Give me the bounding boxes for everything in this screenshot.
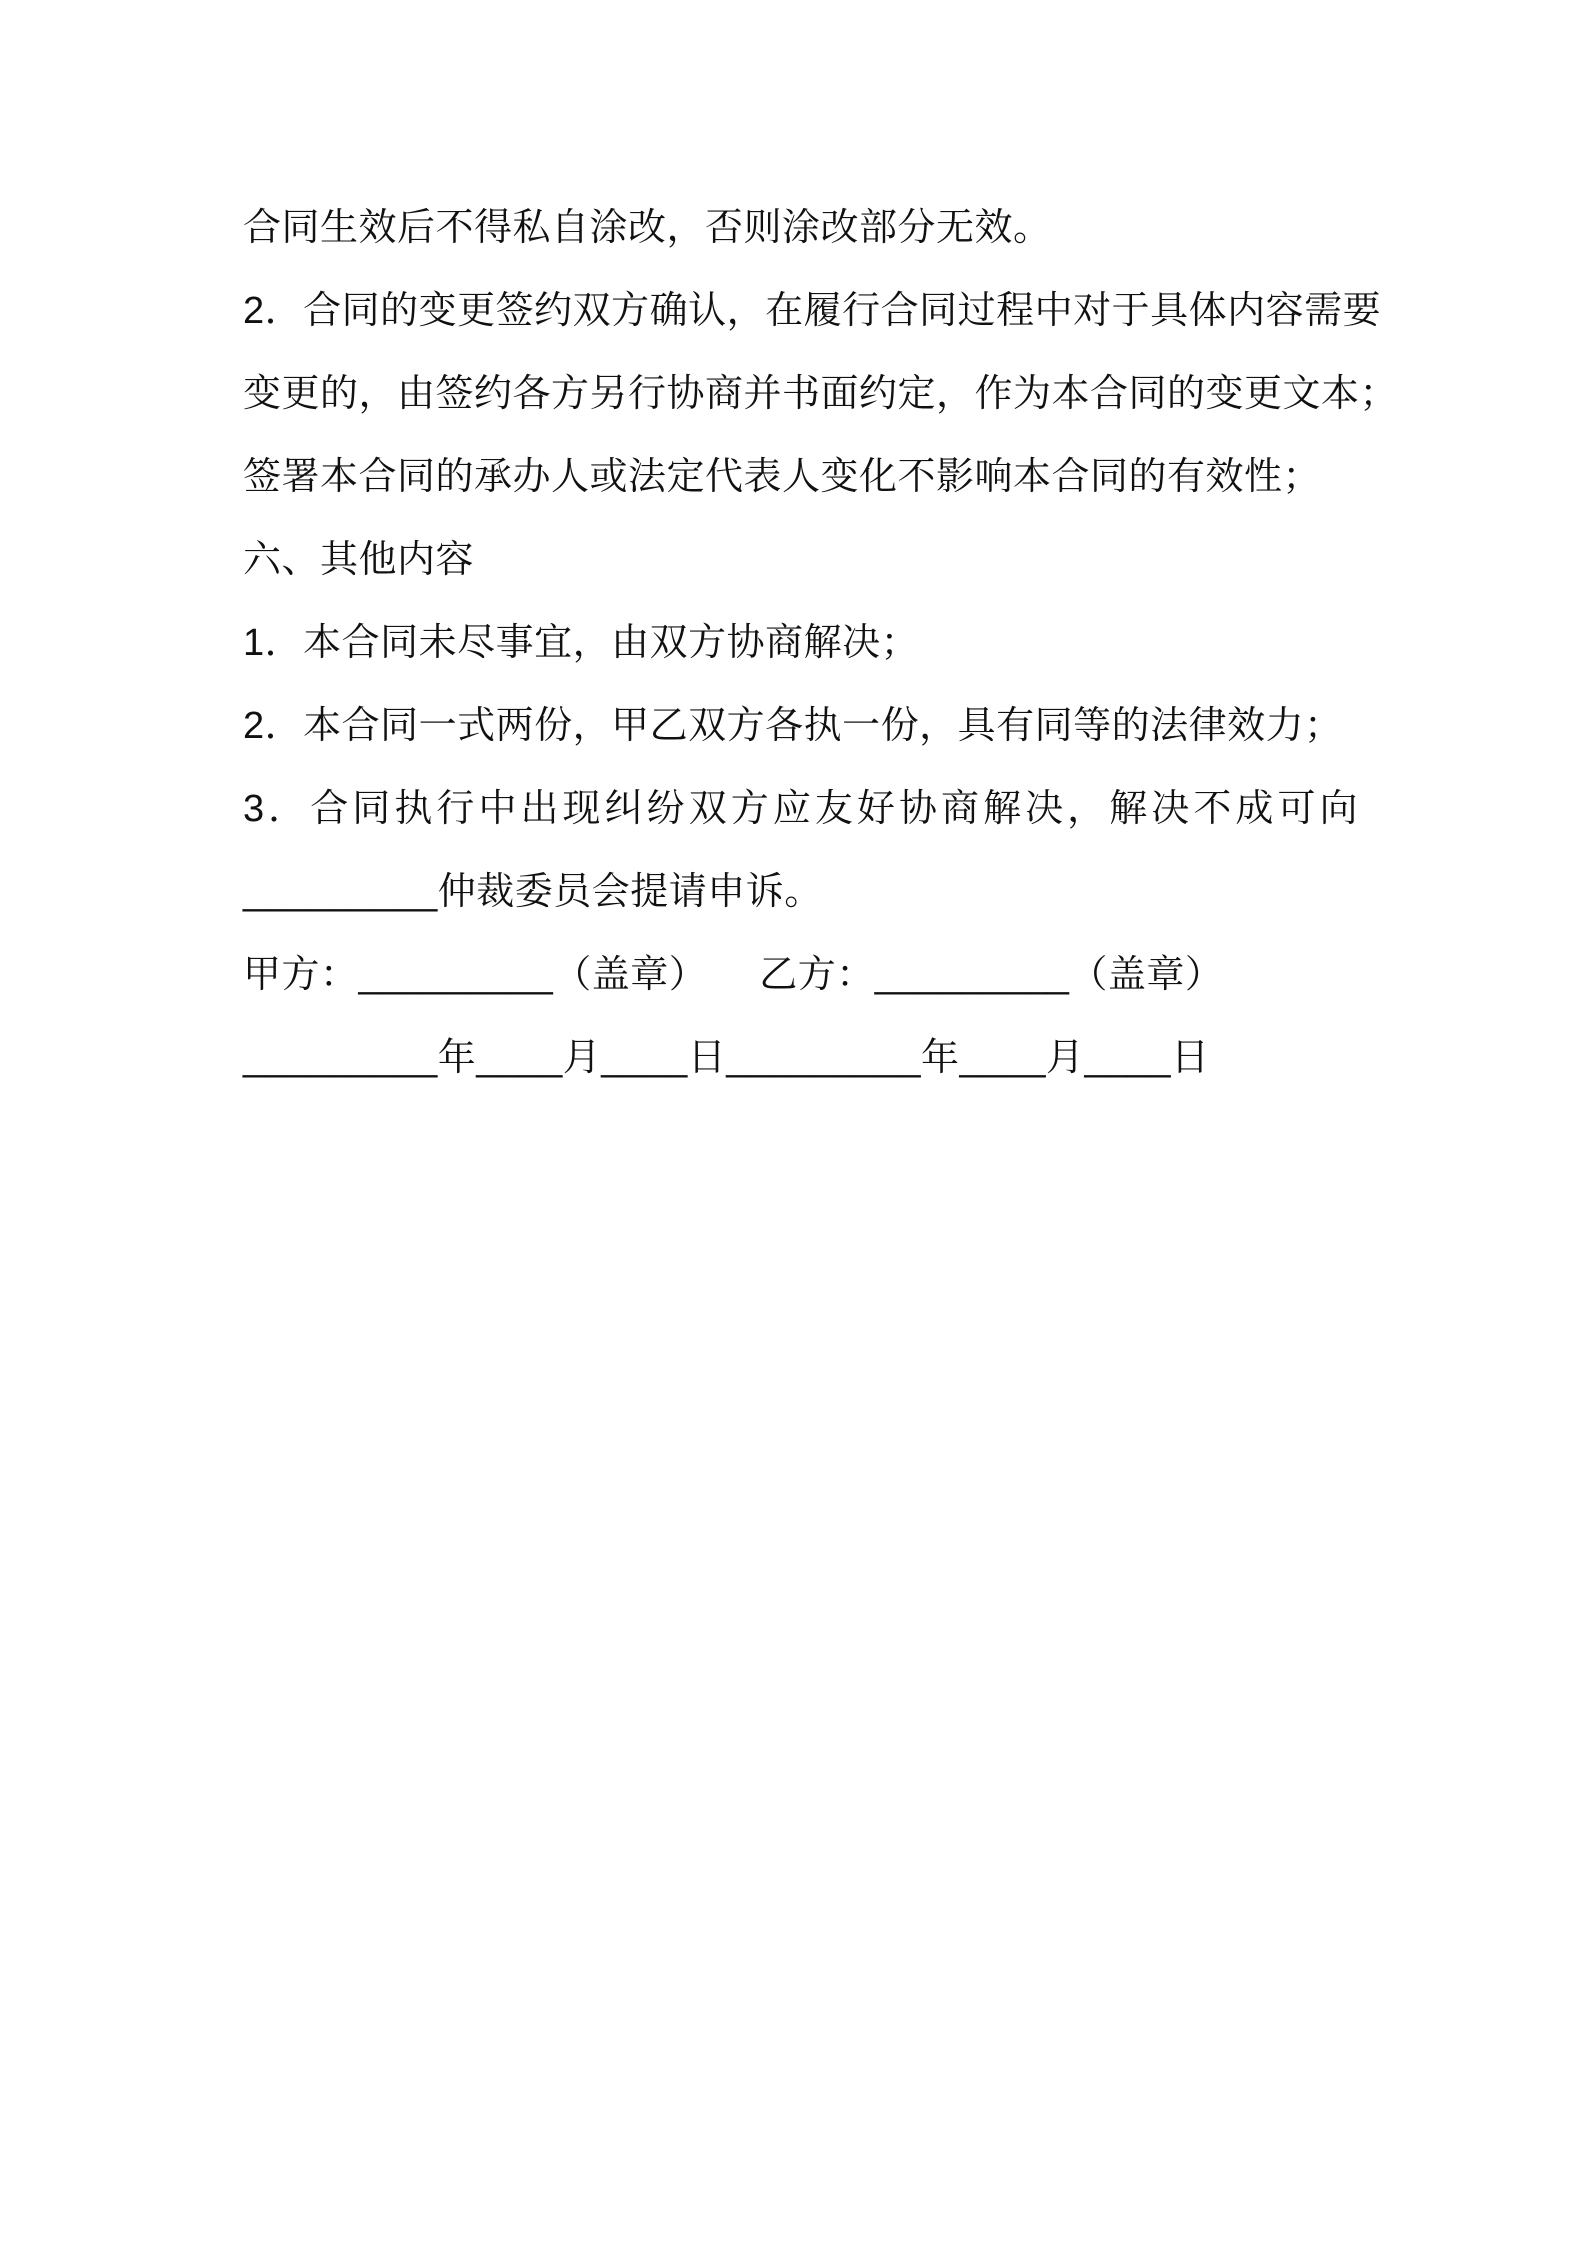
clause-1: 1．本合同未尽事宜，由双方协商解决； <box>243 622 920 664</box>
paragraph-line-2: 2．合同的变更签约双方确认，在履行合同过程中对于具体内容需要 <box>243 290 1382 332</box>
clause-2: 2．本合同一式两份，甲乙双方各执一份，具有同等的法律效力； <box>243 705 1343 747</box>
paragraph-line-1: 合同生效后不得私自涂改，否则涂改部分无效。 <box>243 207 1052 249</box>
section-heading: 六、其他内容 <box>243 539 475 581</box>
date-line: _________年____月____日_________年____月____日 <box>243 1037 1210 1079</box>
paragraph-line-4: 签署本合同的承办人或法定代表人变化不影响本合同的有效性； <box>243 456 1322 498</box>
signature-line <box>243 945 1223 1005</box>
party-b-signature: 乙方：_________（盖章） <box>759 954 1224 996</box>
party-a-signature: 甲方：_________（盖章） <box>243 954 708 996</box>
paragraph-line-3: 变更的，由签约各方另行协商并书面约定，作为本合同的变更文本； <box>243 373 1399 415</box>
clause-3-continued: _________仲裁委员会提请申诉。 <box>243 871 823 913</box>
clause-3: 3．合同执行中出现纠纷双方应友好协商解决，解决不成可向 <box>243 788 1358 830</box>
